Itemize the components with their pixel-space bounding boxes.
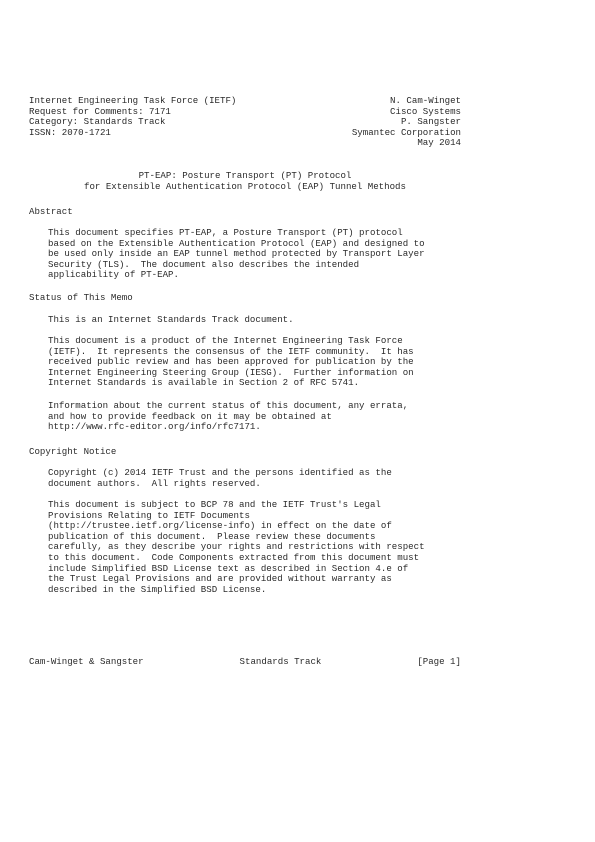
footer-track: Standards Track xyxy=(239,656,322,667)
header-left-line: ISSN: 2070-1721 xyxy=(29,126,111,138)
rfc-header xyxy=(29,96,461,149)
text-line: This document is a product of the Internet Engineering Task Force xyxy=(48,335,403,346)
text-line: Copyright (c) 2014 IETF Trust and the persons identified as the xyxy=(48,467,392,478)
text-line: Security (TLS). The document also describes the intended xyxy=(48,258,360,270)
copyright-paragraph-1 xyxy=(48,468,468,489)
abstract-paragraph xyxy=(48,228,468,281)
text-line: the Trust Legal Provisions and are provided without warranty as xyxy=(48,573,392,585)
text-line: received public review and has been approved for publication by the xyxy=(48,356,414,368)
document-title xyxy=(29,171,461,192)
text-line: This document specifies PT-EAP, a Posture Transport (PT) protocol xyxy=(48,227,403,238)
text-line: publication of this document. Please review these documents xyxy=(48,530,376,542)
header-right-line: N. Cam-Winget xyxy=(390,95,461,106)
title-line: for Extensible Authentication Protocol (EAP) Tunnel Methods xyxy=(84,180,406,192)
text-line: based on the Extensible Authentication Protocol (EAP) and designed to xyxy=(48,237,425,249)
text-line: Provisions Relating to IETF Documents xyxy=(48,509,250,521)
text-line: be used only inside an EAP tunnel method protected by Transport Layer xyxy=(48,248,425,260)
header-row xyxy=(29,128,461,139)
section-heading-abstract: Abstract xyxy=(29,206,73,217)
section-heading-status: Status of This Memo xyxy=(29,292,133,303)
text-line: Information about the current status of this document, any errata, xyxy=(48,400,409,411)
header-row xyxy=(29,138,461,149)
text-line: applicability of PT-EAP. xyxy=(48,269,179,281)
header-right-line: Symantec Corporation xyxy=(351,126,461,138)
header-right-line: Cisco Systems xyxy=(390,105,461,117)
text-line: Internet Standards is available in Section 2 of RFC 5741. xyxy=(48,377,360,389)
text-line: Internet Engineering Steering Group (IESG). Further information on xyxy=(48,366,414,378)
text-line: document authors. All rights reserved. xyxy=(48,477,261,489)
text-line[interactable]: http://www.rfc-editor.org/info/rfc7171. xyxy=(48,421,261,433)
title-line: PT-EAP: Posture Transport (PT) Protocol xyxy=(138,170,352,181)
text-line: to this document. Code Components extracted from this document must xyxy=(48,551,420,563)
header-right-line: P. Sangster xyxy=(400,116,461,128)
text-line: described in the Simplified BSD License. xyxy=(48,583,267,595)
text-line: This is an Internet Standards Track document. xyxy=(48,314,294,325)
header-left-line: Internet Engineering Task Force (IETF) xyxy=(29,95,237,106)
status-paragraph-2 xyxy=(48,336,468,389)
footer-page-number: [Page 1] xyxy=(417,656,461,667)
header-row xyxy=(29,96,461,107)
text-line[interactable]: (http://trustee.ietf.org/license-info) in effect on the date of xyxy=(48,520,392,532)
footer-authors: Cam-Winget & Sangster xyxy=(29,656,144,667)
status-paragraph-1 xyxy=(48,315,468,326)
text-line: This document is subject to BCP 78 and the IETF Trust's Legal xyxy=(48,499,381,510)
header-right-line: May 2014 xyxy=(417,137,461,149)
header-left-line: Request for Comments: 7171 xyxy=(29,105,171,117)
page-footer xyxy=(29,657,461,668)
header-left-line: Category: Standards Track xyxy=(29,116,166,128)
status-paragraph-3 xyxy=(48,401,468,433)
section-heading-copyright: Copyright Notice xyxy=(29,446,117,457)
text-line: carefully, as they describe your rights and restrictions with respect xyxy=(48,541,425,553)
text-line: (IETF). It represents the consensus of the IETF community. It has xyxy=(48,345,414,357)
copyright-paragraph-2 xyxy=(48,500,468,595)
text-line: include Simplified BSD License text as described in Section 4.e of xyxy=(48,562,409,574)
text-line: and how to provide feedback on it may be obtained at xyxy=(48,410,332,422)
